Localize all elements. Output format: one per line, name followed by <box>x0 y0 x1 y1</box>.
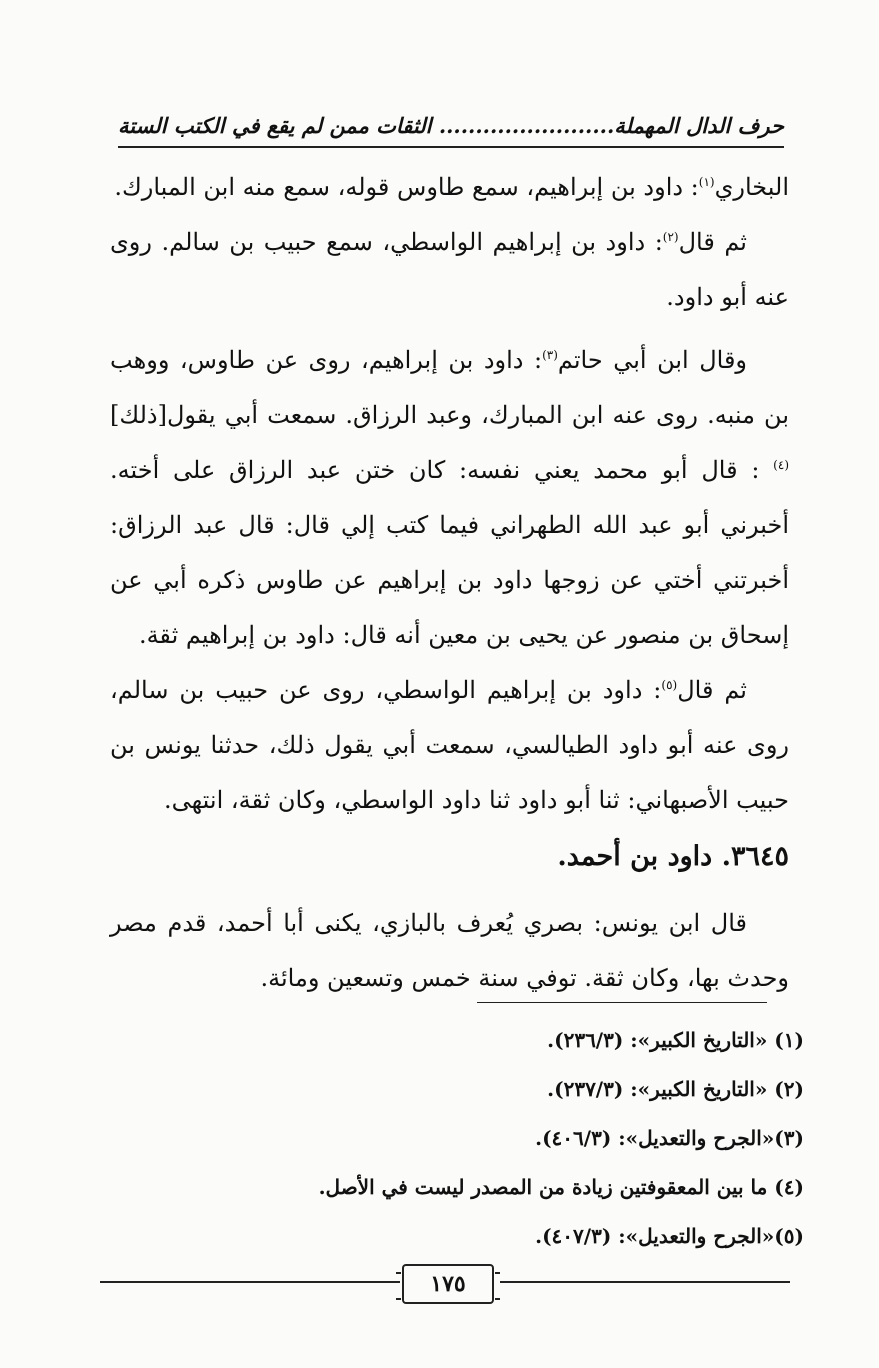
footnote-item: (٤) ما بين المعقوفتين زيادة من المصدر ليست في الأصل. <box>318 1175 804 1199</box>
paragraph-thumma-qal-1 <box>110 215 789 325</box>
footnote-item: (٥)«الجرح والتعديل»: (٤٠٧/٣). <box>535 1224 804 1248</box>
running-header <box>118 110 784 142</box>
footnote-marker-1: (١) <box>698 175 715 189</box>
paragraph-text: : داود بن إبراهيم الواسطي، سمع حبيب بن سالم. روى عنه أبو داود. <box>110 228 789 311</box>
paragraph-ibn-yunus: قال ابن يونس: بصري يُعرف بالبازي، يكنى أبا أحمد، قدم مصر وحدث بها، وكان ثقة. توفي سنة خمس وتسعين ومائة. <box>110 909 789 992</box>
footer-rule-right <box>500 1281 790 1283</box>
paragraph-thumma-qal-2 <box>110 663 789 828</box>
footnote-item: (٣)«الجرح والتعديل»: (٤٠٦/٣). <box>535 1126 804 1150</box>
running-header-chapter: حرف الدال المهملة <box>614 113 784 138</box>
paragraph-text: ثم قال <box>677 676 747 704</box>
paragraph-text: : داود بن إبراهيم، روى عن طاوس، ووهب بن منبه. روى عنه ابن المبارك، وعبد الرزاق. سمعت أبي يقول[ذلك] <box>110 346 789 429</box>
entry-heading: ٣٦٤٥. داود بن أحمد. <box>557 841 789 872</box>
footnote-marker-3: (٣) <box>542 348 558 362</box>
page-number: ١٧٥ <box>402 1264 494 1304</box>
paragraph-text: : داود بن إبراهيم، سمع طاوس قوله، سمع منه ابن المبارك. <box>114 173 699 201</box>
main-text <box>110 160 789 1006</box>
footnote-item: (٢) «التاريخ الكبير»: (٢٣٧/٣). <box>547 1077 804 1101</box>
paragraph-bukhari <box>110 160 789 215</box>
footnote-marker-4: (٤) <box>773 458 789 472</box>
paragraph-text: : داود بن إبراهيم الواسطي، روى عن حبيب بن سالم، روى عنه أبو داود الطيالسي، سمعت أبي يقول ذلك، حدثنا يونس بن حبيب الأصبهاني: ثنا أبو داود ثنا داود الواسطي، وكان ثقة، انتهى. <box>110 676 790 814</box>
page-footer <box>100 1264 790 1314</box>
footer-rule-left <box>100 1281 400 1283</box>
running-header-dots: ........................ <box>438 113 615 138</box>
footnote-marker-2: (٢) <box>662 230 679 244</box>
footnote-item: (١) «التاريخ الكبير»: (٢٣٦/٣). <box>547 1028 804 1052</box>
footnote-rule <box>477 1002 767 1003</box>
footnote-marker-5: (٥) <box>661 678 678 692</box>
paragraph-text: وقال ابن أبي حاتم <box>557 346 747 374</box>
paragraph-text: ثم قال <box>678 228 747 256</box>
header-rule <box>118 146 784 148</box>
paragraph-text: : قال أبو محمد يعني نفسه: كان ختن عبد الرزاق على أخته. أخبرني أبو عبد الله الطهراني فيما كتب إلي قال: قال عبد الرزاق: أخبرتني أختي عن زوجها داود بن إبراهيم عن طاوس ذكره أبي عن إسحاق بن منصور عن يحيى بن معين أنه قال: داود بن إبراهيم ثقة. <box>110 456 789 649</box>
footnotes <box>120 1016 804 1261</box>
running-header-book-title: الثقات ممن لم يقع في الكتب الستة <box>117 113 432 138</box>
paragraph-ibn-abi-hatim <box>110 333 789 663</box>
paragraph-text: البخاري <box>714 173 789 201</box>
